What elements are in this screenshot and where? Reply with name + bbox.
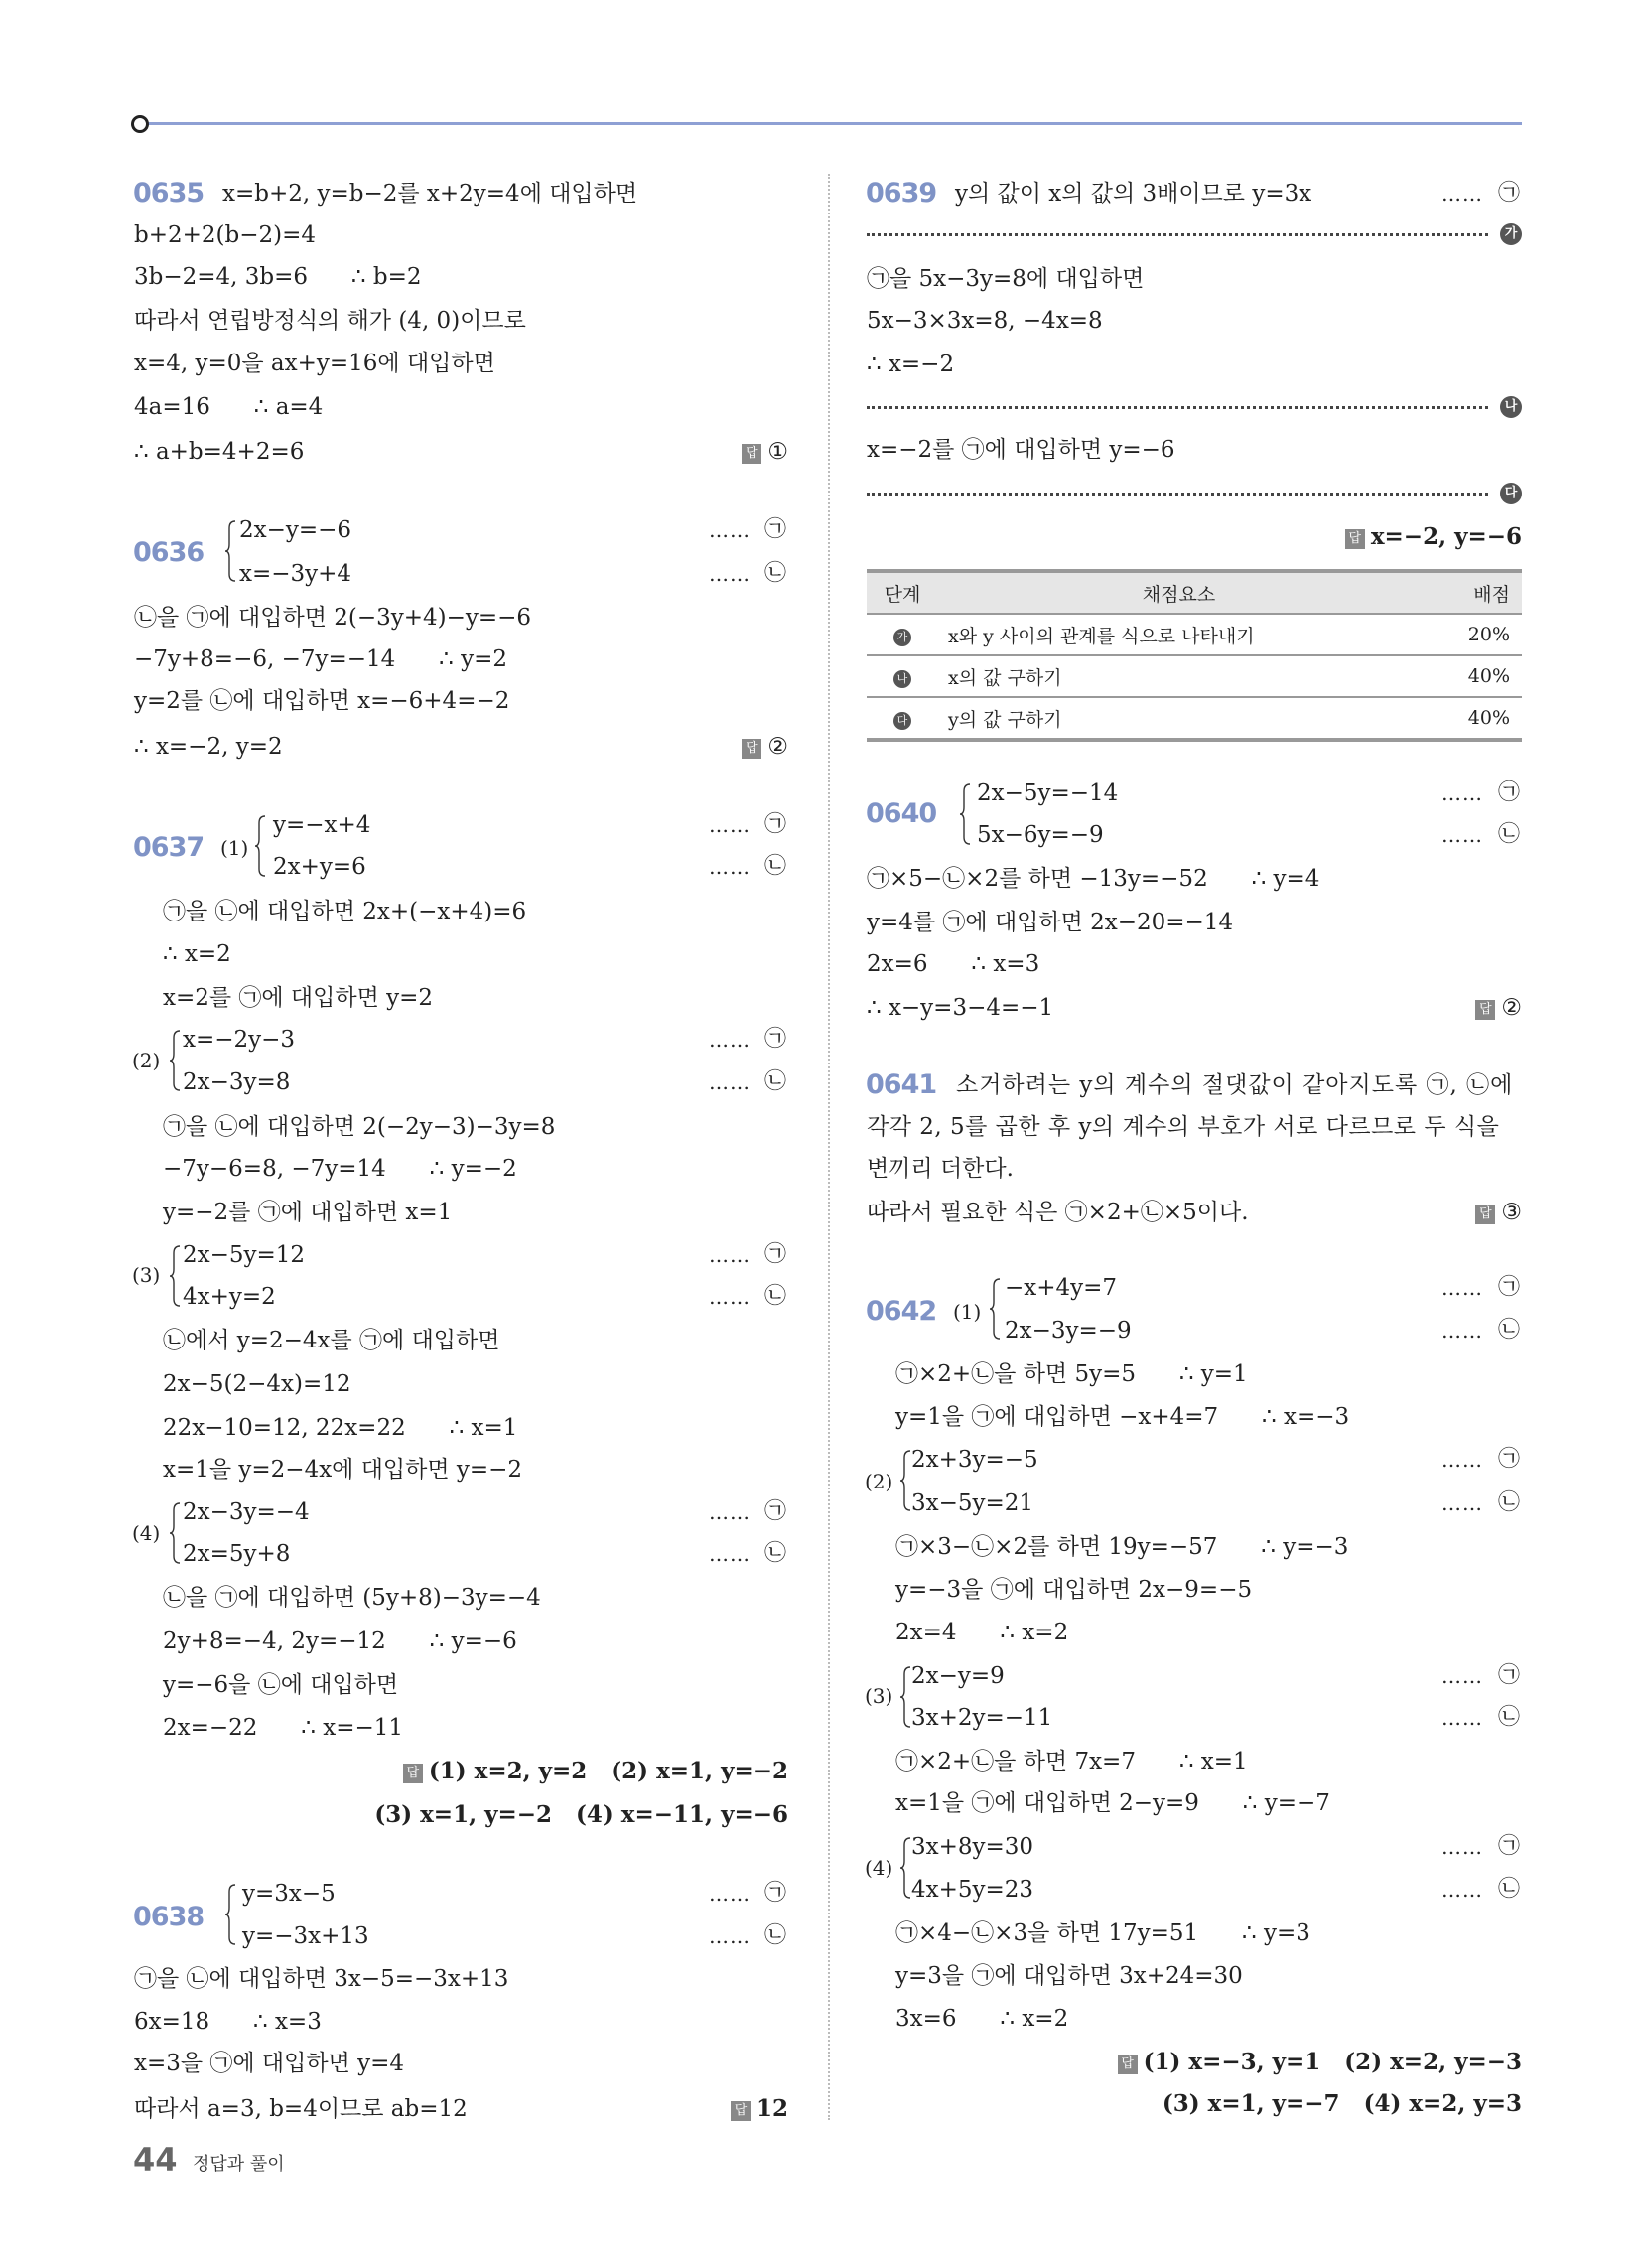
answer [742, 438, 788, 466]
answer-value: (3) x=1, y=−2 (4) x=−11, y=−6 [374, 1801, 788, 1828]
header-rule [141, 122, 1522, 125]
equation: 2x=5y+8 [183, 1541, 291, 1567]
step-marker-icon: 가 [1500, 223, 1522, 245]
solution-line: ㉠×4−㉡×3을 하면 17y=51 ∴ y=3 [895, 1920, 1310, 1946]
solution-line: 변끼리 더한다. [867, 1156, 1014, 1182]
marker: ㉡ [1498, 1877, 1521, 1902]
table-cell: 20% [1420, 614, 1522, 655]
column-header: 배점 [1420, 571, 1522, 614]
equation: 2x−3y=−9 [1005, 1318, 1132, 1344]
solution-line: ㉠×2+㉡을 하면 7x=7 ∴ x=1 [895, 1749, 1248, 1774]
marker: ㉠ [764, 1499, 787, 1524]
marker: ㉠ [1498, 1275, 1521, 1300]
solution-line: x=b+2, y=b−2를 x+2y=4에 대입하면 [222, 181, 638, 207]
marker: ㉠ [1498, 1663, 1521, 1688]
equation: 3x+8y=30 [911, 1834, 1034, 1860]
answer-value: ① [767, 439, 788, 465]
step-marker-icon: 나 [893, 670, 911, 688]
brace-icon [169, 1030, 181, 1091]
column-header: 채점요소 [938, 571, 1420, 614]
solution-line: −7y−6=8, −7y=14 ∴ y=−2 [163, 1156, 517, 1182]
answer-icon: 답 [1345, 529, 1365, 549]
leader-dots: …… [1441, 1664, 1483, 1688]
step-marker-icon: 다 [1500, 483, 1522, 504]
solution-line: y=2를 ㉡에 대입하면 x=−6+4=−2 [134, 688, 510, 714]
answer [731, 2095, 788, 2123]
solution-line: ∴ x=2 [163, 941, 231, 967]
answer-value: ② [767, 734, 788, 760]
equation: 2x−3y=−4 [183, 1499, 310, 1525]
answer [1475, 1199, 1522, 1226]
leader-dots: …… [1441, 1276, 1483, 1300]
solution-line: ㉠을 ㉡에 대입하면 3x−5=−3x+13 [134, 1966, 509, 1992]
part-label: (2) [132, 1049, 161, 1072]
problem-number: 0638 [133, 1902, 205, 1932]
marker: ㉡ [1498, 1705, 1521, 1730]
solution-line: y=−6을 ㉡에 대입하면 [163, 1672, 399, 1698]
marker: ㉡ [764, 1069, 787, 1094]
part-label: (3) [865, 1684, 893, 1708]
part-label: (4) [132, 1521, 161, 1545]
header-bullet-icon [131, 115, 149, 133]
answer-value: (1) x=−3, y=1 (2) x=2, y=−3 [1143, 2049, 1522, 2075]
solution-line: 5x−3×3x=8, −4x=8 [867, 308, 1103, 334]
solution-line: ㉡을 ㉠에 대입하면 (5y+8)−3y=−4 [163, 1585, 541, 1611]
leader-dots: …… [1441, 1878, 1483, 1902]
solution-line: ㉡에서 y=2−4x를 ㉠에 대입하면 [163, 1328, 500, 1353]
marker: ㉡ [764, 1541, 787, 1566]
solution-line: 3x=6 ∴ x=2 [895, 2006, 1069, 2032]
solution-line: ∴ x−y=3−4=−1 [867, 995, 1054, 1021]
marker: ㉡ [1498, 822, 1521, 847]
solution-line: ㉠을 5x−3y=8에 대입하면 [867, 266, 1145, 292]
equation: −x+4y=7 [1005, 1275, 1118, 1301]
table-row [867, 614, 1522, 655]
answer-icon: 답 [731, 2101, 751, 2121]
solution-line: −7y+8=−6, −7y=−14 ∴ y=2 [134, 646, 508, 672]
footer-label: 정답과 풀이 [193, 2154, 285, 2175]
equation: y=−3x+13 [242, 1923, 369, 1949]
answer-value: ③ [1501, 1200, 1522, 1225]
answer-value: (1) x=2, y=2 (2) x=1, y=−2 [428, 1758, 788, 1784]
part-label: (3) [132, 1263, 161, 1287]
solution-line: y=1을 ㉠에 대입하면 −x+4=7 ∴ x=−3 [895, 1404, 1350, 1430]
leader-dots: …… [1441, 182, 1483, 206]
table-row [867, 655, 1522, 697]
leader-dots: …… [709, 1070, 751, 1094]
solution-line: 4a=16 ∴ a=4 [134, 394, 324, 420]
solution-line: y=4를 ㉠에 대입하면 2x−20=−14 [867, 910, 1234, 935]
solution-line: ㉠을 ㉡에 대입하면 2(−2y−3)−3y=8 [163, 1114, 556, 1140]
leader-dots: …… [709, 1500, 751, 1524]
answer [1118, 2049, 1522, 2076]
solution-line: x=−2를 ㉠에 대입하면 y=−6 [867, 437, 1175, 463]
equation: 2x+3y=−5 [911, 1447, 1038, 1473]
table-cell: y의 값 구하기 [938, 697, 1420, 740]
solution-line: 6x=18 ∴ x=3 [134, 2009, 322, 2035]
table-cell: 40% [1420, 697, 1522, 740]
table-header-row [867, 571, 1522, 614]
answer [1475, 994, 1522, 1022]
solution-line: 따라서 a=3, b=4이므로 ab=12 [134, 2096, 468, 2122]
leader-dots: …… [709, 1924, 751, 1948]
equation: 2x+y=6 [273, 854, 366, 880]
problem-number: 0637 [133, 832, 205, 863]
marker: ㉡ [1498, 1318, 1521, 1343]
solution-line: 2x=4 ∴ x=2 [895, 1620, 1069, 1645]
solution-line: 2y+8=−4, 2y=−12 ∴ y=−6 [163, 1629, 517, 1654]
equation: 2x−y=9 [911, 1663, 1005, 1689]
solution-line: 따라서 필요한 식은 ㉠×2+㉡×5이다. [867, 1200, 1249, 1225]
table-cell: 40% [1420, 655, 1522, 697]
answer-value: (3) x=1, y=−7 (4) x=2, y=3 [1162, 2090, 1522, 2117]
table-cell: x와 y 사이의 관계를 식으로 나타내기 [938, 614, 1420, 655]
equation: 5x−6y=−9 [977, 822, 1104, 848]
leader-dots: …… [709, 1285, 751, 1309]
brace-icon [254, 815, 266, 877]
leader-dots: …… [709, 813, 751, 837]
solution-line: ㉠을 ㉡에 대입하면 2x+(−x+4)=6 [163, 899, 527, 924]
part-label: (4) [865, 1856, 893, 1880]
problem-number: 0635 [133, 178, 205, 209]
marker: ㉠ [764, 517, 787, 542]
answer [742, 733, 788, 761]
solution-line: 2x=6 ∴ x=3 [867, 951, 1040, 977]
leader-dots: …… [709, 562, 751, 586]
equation: 4x+5y=23 [911, 1877, 1034, 1903]
answer-icon: 답 [1118, 2055, 1138, 2074]
solution-line: y=3을 ㉠에 대입하면 3x+24=30 [895, 1963, 1243, 1989]
equation: 3x−5y=21 [911, 1490, 1034, 1516]
solution-line: 소거하려는 y의 계수의 절댓값이 같아지도록 ㉠, ㉡에 [956, 1072, 1514, 1098]
marker: ㉠ [1498, 780, 1521, 805]
leader-dots: …… [709, 1542, 751, 1566]
step-marker-icon: 나 [1500, 396, 1522, 418]
marker: ㉠ [764, 1027, 787, 1052]
answer-icon: 답 [1475, 1000, 1495, 1020]
marker: ㉠ [764, 1881, 787, 1906]
brace-icon [169, 1502, 181, 1564]
solution-line: ㉠×5−㉡×2를 하면 −13y=−52 ∴ y=4 [867, 866, 1320, 892]
problem-number: 0641 [866, 1069, 937, 1100]
equation: 2x−3y=8 [183, 1069, 291, 1095]
equation: 3x+2y=−11 [911, 1705, 1053, 1731]
brace-icon [899, 1666, 911, 1728]
brace-icon [899, 1837, 911, 1899]
solution-line: 각각 2, 5를 곱한 후 y의 계수의 부호가 서로 다르므로 두 식을 [867, 1114, 1500, 1140]
page-number: 44 [133, 2141, 178, 2179]
answer [1345, 523, 1522, 551]
equation: 2x−5y=12 [183, 1242, 306, 1268]
brace-icon [899, 1450, 911, 1511]
equation: 2x−5y=−14 [977, 780, 1119, 806]
step-marker-icon: 다 [893, 712, 911, 730]
marker: ㉠ [764, 812, 787, 837]
problem-number: 0636 [133, 537, 205, 568]
brace-icon [224, 520, 236, 582]
marker: ㉡ [764, 854, 787, 879]
solution-line: ∴ a+b=4+2=6 [134, 439, 305, 465]
leader-dots: …… [709, 1243, 751, 1267]
answer-icon: 답 [742, 444, 761, 464]
answer-icon: 답 [742, 739, 761, 759]
part-label: (2) [865, 1470, 893, 1493]
answer-icon: 답 [1475, 1205, 1495, 1224]
solution-line: 22x−10=12, 22x=22 ∴ x=1 [163, 1415, 518, 1441]
solution-line: x=1을 y=2−4x에 대입하면 y=−2 [163, 1457, 523, 1483]
solution-line: y=−2를 ㉠에 대입하면 x=1 [163, 1200, 453, 1225]
solution-line: ㉠×2+㉡을 하면 5y=5 ∴ y=1 [895, 1361, 1248, 1387]
leader-dots: …… [709, 855, 751, 879]
solution-line: y=−3을 ㉠에 대입하면 2x−9=−5 [895, 1577, 1253, 1603]
solution-line: ㉡을 ㉠에 대입하면 2(−3y+4)−y=−6 [134, 605, 532, 631]
marker: ㉠ [1498, 181, 1521, 206]
solution-line: b+2+2(b−2)=4 [134, 222, 317, 248]
part-label: (1) [953, 1300, 982, 1324]
equation: 2x−y=−6 [239, 517, 352, 543]
equation: 4x+y=2 [183, 1284, 276, 1310]
solution-line: 따라서 연립방정식의 해가 (4, 0)이므로 [134, 308, 526, 334]
solution-line: x=3을 ㉠에 대입하면 y=4 [134, 2051, 405, 2076]
leader-dots: …… [709, 518, 751, 542]
column-divider [828, 174, 830, 2120]
solution-line: y의 값이 x의 값의 3배이므로 y=3x [955, 181, 1312, 207]
leader-dots: …… [1441, 1319, 1483, 1343]
table-row [867, 697, 1522, 740]
equation: x=−3y+4 [239, 561, 352, 587]
problem-number: 0642 [866, 1296, 937, 1327]
solution-line: 2x−5(2−4x)=12 [163, 1371, 351, 1397]
step-divider [867, 233, 1488, 236]
marker: ㉡ [764, 1284, 787, 1309]
answer-value: ② [1501, 995, 1522, 1021]
table-cell: x의 값 구하기 [938, 655, 1420, 697]
answer-value: x=−2, y=−6 [1370, 523, 1522, 550]
brace-icon [224, 1884, 236, 1945]
equation: y=3x−5 [242, 1881, 336, 1907]
marker: ㉠ [764, 1242, 787, 1267]
scoring-table [867, 569, 1522, 742]
solution-line: ∴ x=−2 [867, 352, 955, 377]
brace-icon [959, 783, 971, 845]
solution-line: x=1을 ㉠에 대입하면 2−y=9 ∴ y=−7 [895, 1790, 1330, 1816]
solution-line: x=4, y=0을 ax+y=16에 대입하면 [134, 351, 495, 376]
leader-dots: …… [1441, 1448, 1483, 1472]
equation: y=−x+4 [273, 812, 371, 838]
equation: x=−2y−3 [183, 1027, 296, 1053]
brace-icon [989, 1278, 1001, 1340]
step-divider [867, 406, 1488, 409]
step-marker-icon: 가 [893, 629, 911, 646]
part-label: (1) [220, 836, 249, 860]
leader-dots: …… [1441, 1835, 1483, 1859]
answer-icon: 답 [403, 1764, 423, 1783]
leader-dots: …… [1441, 1491, 1483, 1515]
marker: ㉠ [1498, 1447, 1521, 1472]
leader-dots: …… [1441, 823, 1483, 847]
step-divider [867, 493, 1488, 496]
problem-number: 0640 [866, 798, 937, 829]
solution-line: x=2를 ㉠에 대입하면 y=2 [163, 985, 434, 1011]
leader-dots: …… [1441, 1706, 1483, 1730]
column-header: 단계 [867, 571, 938, 614]
solution-line: 3b−2=4, 3b=6 ∴ b=2 [134, 264, 422, 290]
marker: ㉡ [1498, 1490, 1521, 1515]
problem-number: 0639 [866, 178, 937, 209]
marker: ㉡ [764, 561, 787, 586]
leader-dots: …… [709, 1028, 751, 1052]
solution-line: 2x=−22 ∴ x=−11 [163, 1715, 404, 1741]
solution-line: ㉠×3−㉡×2를 하면 19y=−57 ∴ y=−3 [895, 1534, 1349, 1560]
solution-line: ∴ x=−2, y=2 [134, 734, 283, 760]
leader-dots: …… [709, 1882, 751, 1906]
marker: ㉡ [764, 1923, 787, 1948]
leader-dots: …… [1441, 781, 1483, 805]
marker: ㉠ [1498, 1834, 1521, 1859]
brace-icon [169, 1245, 181, 1307]
answer-value: 12 [755, 2095, 788, 2122]
answer [403, 1758, 788, 1785]
